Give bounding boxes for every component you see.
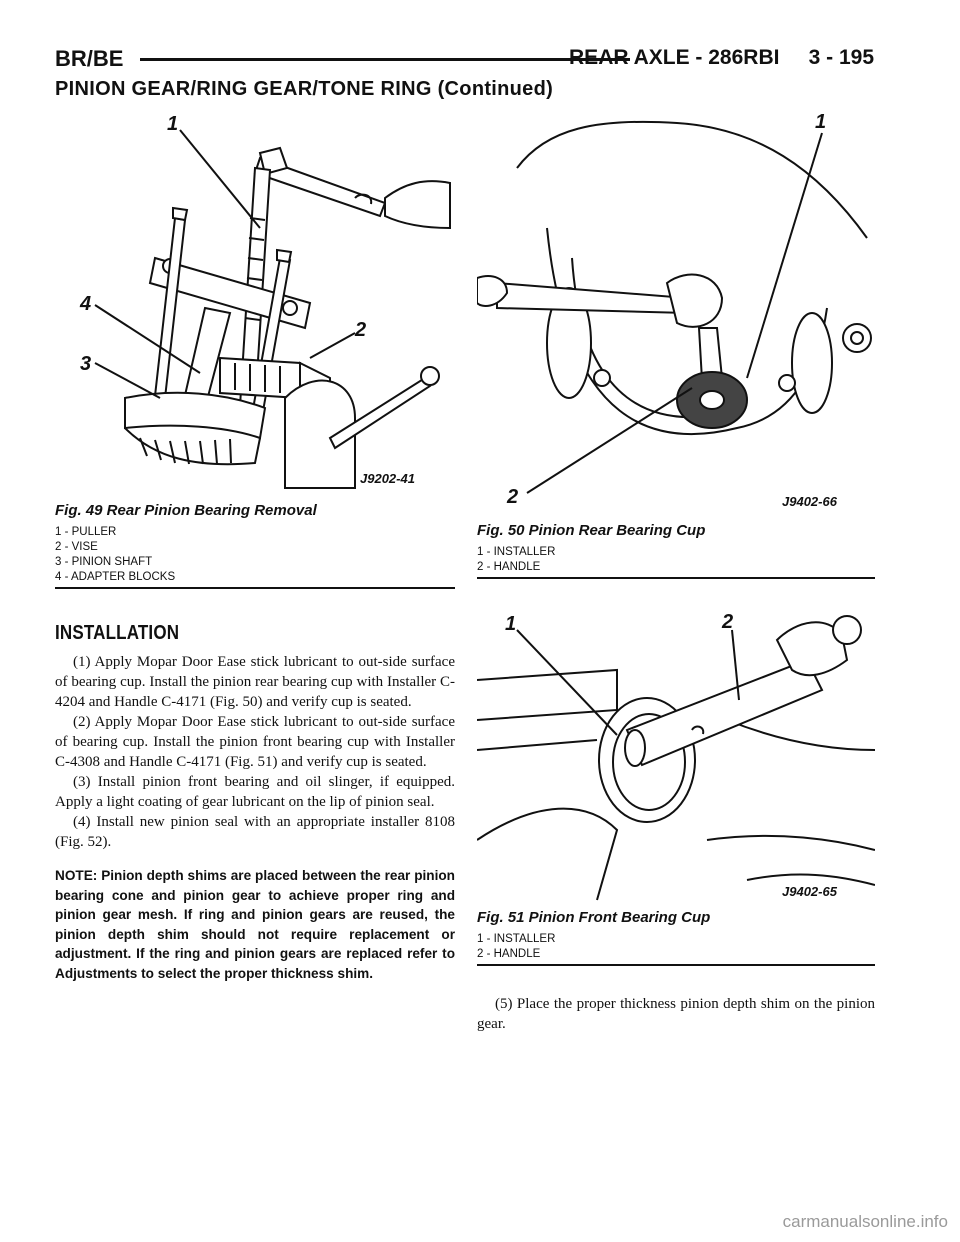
fig49-callout-3: 3 bbox=[80, 353, 92, 375]
fig49-legend bbox=[55, 525, 455, 585]
installation-steps bbox=[55, 652, 455, 983]
installation-step: (1) Apply Mopar Door Ease stick lubricant to out-side surface of bearing cup. Install the pinion rear bearing cup with Installer C-4204 and Handle C-4171 (Fig. 50) and verify cup is seated. bbox=[55, 654, 455, 710]
section-title: PINION GEAR/RING GEAR/TONE RING (Continued) bbox=[55, 78, 554, 100]
watermark: carmanualsonline.info bbox=[782, 1212, 948, 1231]
fig49-legend-item: 3 - PINION SHAFT bbox=[55, 556, 153, 568]
fig51-callout-2: 2 bbox=[722, 611, 734, 633]
fig49-art-code: J9202-41 bbox=[360, 471, 415, 486]
installation-step-5 bbox=[477, 994, 875, 1034]
fig51-legend-item: 2 - HANDLE bbox=[477, 948, 541, 960]
fig49-callout-4: 4 bbox=[80, 293, 92, 315]
installation-step: (5) Place the proper thickness pinion depth shim on the pinion gear. bbox=[477, 996, 875, 1032]
installation-step: (4) Install new pinion seal with an appropriate installer 8108 (Fig. 52). bbox=[55, 814, 455, 850]
header-rule bbox=[140, 58, 630, 61]
fig49-legend-item: 4 - ADAPTER BLOCKS bbox=[55, 571, 176, 583]
fig51-caption: Fig. 51 Pinion Front Bearing Cup bbox=[477, 909, 711, 926]
fig51-illustration bbox=[477, 600, 875, 905]
fig49-caption: Fig. 49 Rear Pinion Bearing Removal bbox=[55, 502, 317, 519]
fig50-rule bbox=[477, 577, 875, 579]
fig51-art-code: J9402-65 bbox=[782, 884, 837, 899]
fig50-art-code: J9402-66 bbox=[782, 494, 837, 509]
figure-50 bbox=[477, 108, 875, 579]
fig50-callout-1: 1 bbox=[815, 111, 827, 133]
shim-note: NOTE: Pinion depth shims are placed between the rear pinion bearing cone and pinion gear to achieve proper ring and pinion gear mesh. If ring and pinion gears are reused, the pinion depth shim should not require replacement or adjustment. If the ring and pinion gears are replaced refer to Adjustments to select the proper thickness shim. bbox=[55, 868, 455, 981]
fig50-caption: Fig. 50 Pinion Rear Bearing Cup bbox=[477, 522, 706, 539]
fig49-legend-item: 1 - PULLER bbox=[55, 526, 117, 538]
fig51-legend-item: 1 - INSTALLER bbox=[477, 933, 556, 945]
header-model: BR/BE bbox=[55, 46, 124, 71]
figure-51 bbox=[477, 600, 875, 966]
fig51-legend bbox=[477, 932, 875, 962]
fig49-rule bbox=[55, 587, 455, 589]
installation-heading: INSTALLATION bbox=[55, 622, 180, 644]
fig49-legend-item: 2 - VISE bbox=[55, 541, 98, 553]
header-page-ref: REAR AXLE - 286RBI 3 - 195 bbox=[569, 46, 874, 69]
installation-step: (2) Apply Mopar Door Ease stick lubricant to out-side surface of bearing cup. Install the pinion front bearing cup with Installer C-4308 and Handle C-4171 (Fig. 51) and verify cup is seated. bbox=[55, 714, 455, 770]
fig49-callout-2: 2 bbox=[355, 319, 367, 341]
fig50-legend-item: 1 - INSTALLER bbox=[477, 546, 556, 558]
fig50-legend bbox=[477, 545, 875, 575]
fig49-callout-1: 1 bbox=[167, 113, 179, 135]
installation-step: (3) Install pinion front bearing and oil slinger, if equipped. Apply a light coating of gear lubricant on the lip of pinion seal. bbox=[55, 774, 455, 810]
figure-49 bbox=[55, 108, 455, 589]
fig50-legend-item: 2 - HANDLE bbox=[477, 561, 541, 573]
fig50-illustration bbox=[477, 108, 875, 518]
fig49-illustration bbox=[55, 108, 455, 498]
fig51-callout-1: 1 bbox=[505, 613, 517, 635]
fig50-callout-2: 2 bbox=[507, 486, 519, 508]
fig51-rule bbox=[477, 964, 875, 966]
